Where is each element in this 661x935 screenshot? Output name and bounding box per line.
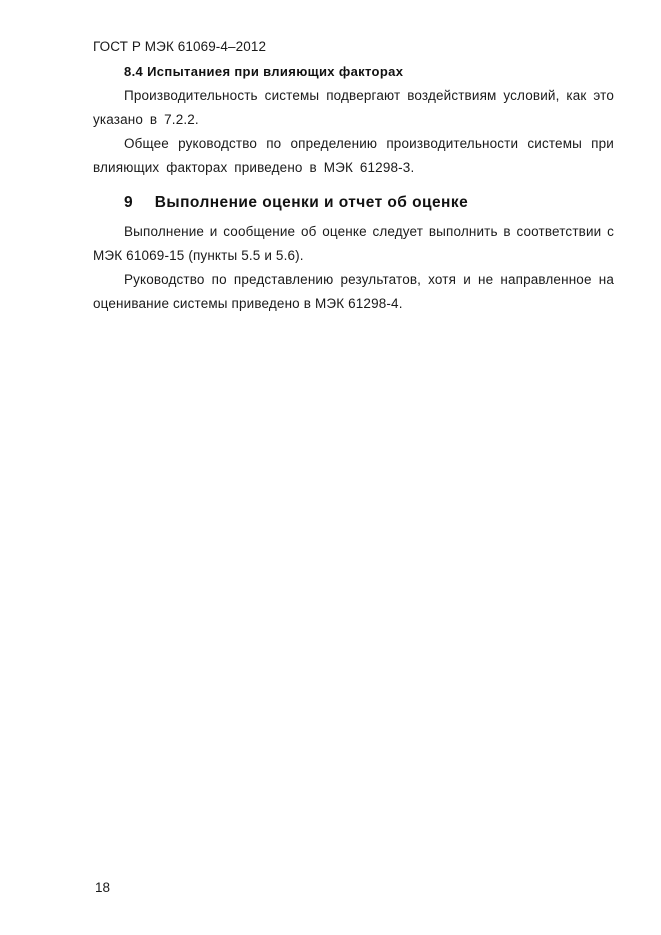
paragraph: Общее руководство по определению производительности системы при влияющих факторах приведено в МЭК 61298-3. bbox=[93, 136, 614, 175]
subsection-title: Испытаниея при влияющих факторах bbox=[147, 64, 404, 79]
paragraph: Производительность системы подвергают воздействиям условий, как это указано в 7.2.2. bbox=[93, 88, 614, 127]
section-number: 9 bbox=[124, 194, 134, 211]
page-number: 18 bbox=[95, 880, 111, 895]
paragraph: Выполнение и сообщение об оценке следует выполнить в соответствии с МЭК 61069-15 (пункты 5.5 и 5.6). bbox=[93, 224, 614, 263]
subsection-heading-8-4 bbox=[124, 64, 403, 79]
section-heading-9 bbox=[124, 194, 468, 212]
paragraph: Руководство по представлению результатов, хотя и не направленное на оценивание системы приведено в МЭК 61298-4. bbox=[93, 272, 614, 311]
running-header: ГОСТ Р МЭК 61069-4–2012 bbox=[93, 39, 267, 54]
section-title: Выполнение оценки и отчет об оценке bbox=[154, 194, 469, 211]
subsection-number: 8.4 bbox=[124, 64, 144, 79]
